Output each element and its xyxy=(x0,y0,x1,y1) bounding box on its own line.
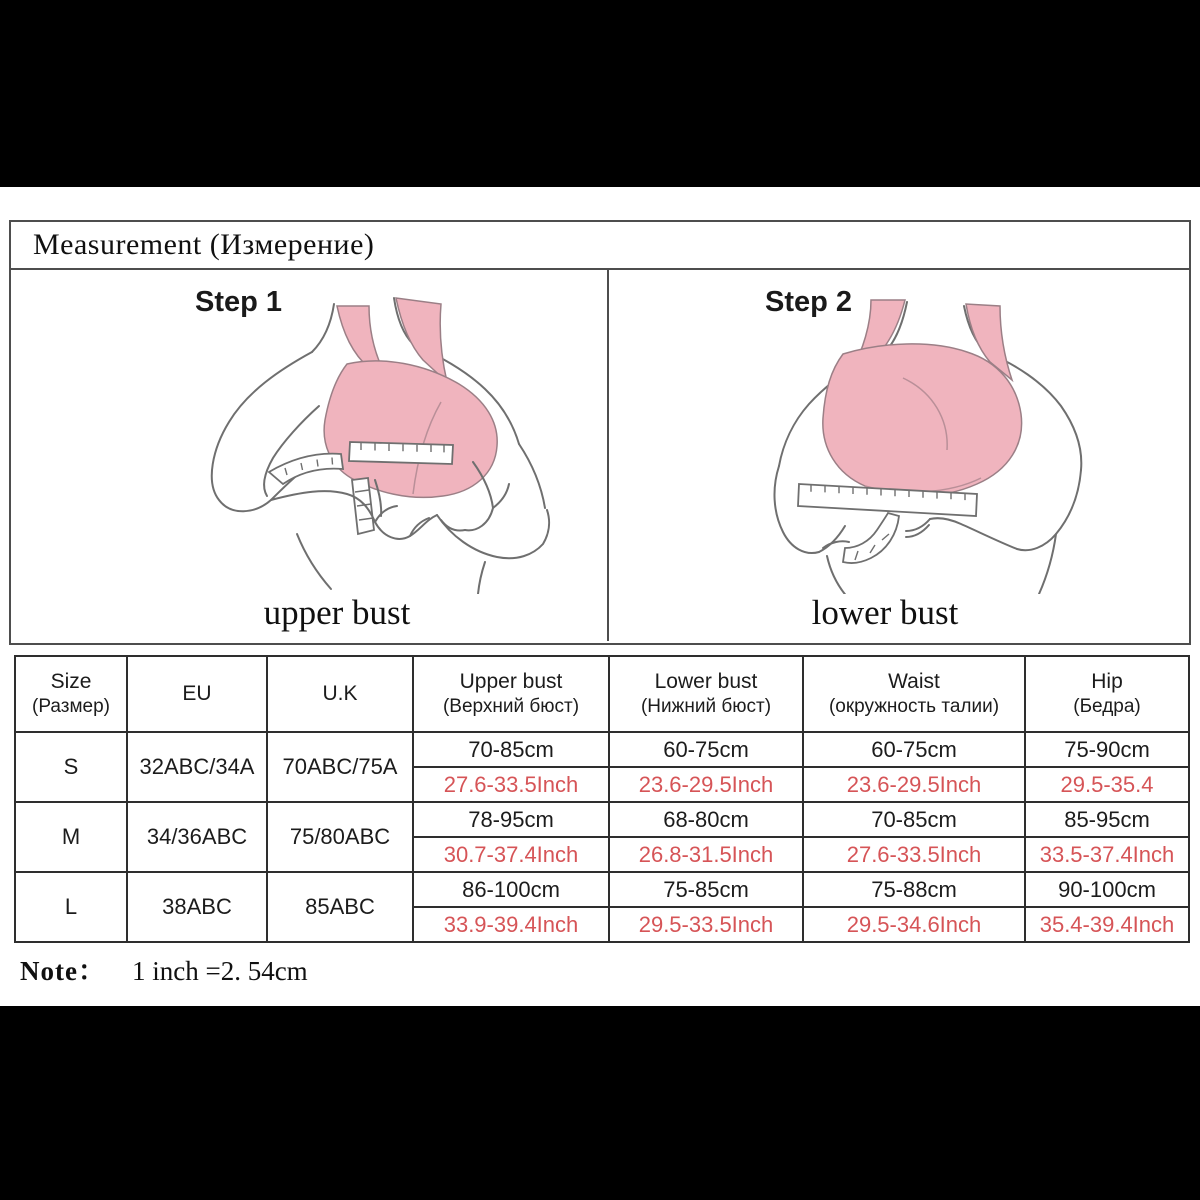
row-s-lower-bust-cm: 60-75cm xyxy=(609,732,803,767)
row-s-hip-cm: 75-90cm xyxy=(1025,732,1189,767)
row-s-hip-inch: 29.5-35.4 xyxy=(1025,767,1189,802)
step-panels xyxy=(11,270,1189,641)
sheet-title: Measurement (Измерение) xyxy=(11,222,1189,270)
row-m-waist-inch: 27.6-33.5Inch xyxy=(803,837,1025,872)
row-s-lower-bust-inch: 23.6-29.5Inch xyxy=(609,767,803,802)
bra xyxy=(823,300,1022,496)
row-m-lower-bust-inch: 26.8-31.5Inch xyxy=(609,837,803,872)
row-m-upper-bust-cm: 78-95cm xyxy=(413,802,609,837)
step1-label: Step 1 xyxy=(195,286,283,318)
column-header-lower-bust: Lower bust (Нижний бюст) xyxy=(609,656,803,732)
row-m-hip-inch: 33.5-37.4Inch xyxy=(1025,837,1189,872)
column-header-waist: Waist (окружность талии) xyxy=(803,656,1025,732)
size-table xyxy=(14,655,1190,943)
column-header-size: Size (Размер) xyxy=(15,656,127,732)
step2-caption: lower bust xyxy=(811,593,959,632)
row-l-uk: 85ABC xyxy=(267,872,413,942)
row-l-waist-cm: 75-88cm xyxy=(803,872,1025,907)
note-label: Note： xyxy=(20,956,106,986)
row-m-lower-bust-cm: 68-80cm xyxy=(609,802,803,837)
row-l-size: L xyxy=(15,872,127,942)
row-l-eu: 38ABC xyxy=(127,872,267,942)
tape-measure xyxy=(798,484,977,563)
step1-panel xyxy=(11,270,609,641)
row-s-uk: 70ABC/75A xyxy=(267,732,413,802)
bra xyxy=(324,298,497,497)
step1-caption: upper bust xyxy=(263,593,411,632)
row-m-uk: 75/80ABC xyxy=(267,802,413,872)
note-text: 1 inch =2. 54cm xyxy=(131,956,308,986)
row-l-upper-bust-cm: 86-100cm xyxy=(413,872,609,907)
column-header-hip: Hip (Бедра) xyxy=(1025,656,1189,732)
measurement-sheet xyxy=(0,187,1200,1006)
row-s-eu: 32ABC/34A xyxy=(127,732,267,802)
step2-panel xyxy=(609,270,1189,641)
column-header-uk: U.K xyxy=(267,656,413,732)
row-l-waist-inch: 29.5-34.6Inch xyxy=(803,907,1025,942)
row-s-cm xyxy=(15,732,1189,767)
row-m-cm xyxy=(15,802,1189,837)
column-header-upper-bust: Upper bust (Верхний бюст) xyxy=(413,656,609,732)
row-s-waist-inch: 23.6-29.5Inch xyxy=(803,767,1025,802)
lower-bust-figure xyxy=(739,294,1149,594)
row-s-waist-cm: 60-75cm xyxy=(803,732,1025,767)
row-s-upper-bust-inch: 27.6-33.5Inch xyxy=(413,767,609,802)
hands xyxy=(819,518,1017,552)
row-l-cm xyxy=(15,872,1189,907)
row-l-lower-bust-inch: 29.5-33.5Inch xyxy=(609,907,803,942)
note xyxy=(20,949,308,988)
row-l-upper-bust-inch: 33.9-39.4Inch xyxy=(413,907,609,942)
row-m-upper-bust-inch: 30.7-37.4Inch xyxy=(413,837,609,872)
row-m-eu: 34/36ABC xyxy=(127,802,267,872)
row-l-hip-inch: 35.4-39.4Inch xyxy=(1025,907,1189,942)
upper-bust-figure xyxy=(151,294,561,594)
row-m-waist-cm: 70-85cm xyxy=(803,802,1025,837)
measurement-guide-box xyxy=(9,220,1191,645)
row-l-hip-cm: 90-100cm xyxy=(1025,872,1189,907)
row-l-lower-bust-cm: 75-85cm xyxy=(609,872,803,907)
column-header-eu: EU xyxy=(127,656,267,732)
step2-label: Step 2 xyxy=(765,286,853,318)
row-s-upper-bust-cm: 70-85cm xyxy=(413,732,609,767)
row-m-size: M xyxy=(15,802,127,872)
row-m-hip-cm: 85-95cm xyxy=(1025,802,1189,837)
row-s-size: S xyxy=(15,732,127,802)
header-row xyxy=(15,656,1189,732)
